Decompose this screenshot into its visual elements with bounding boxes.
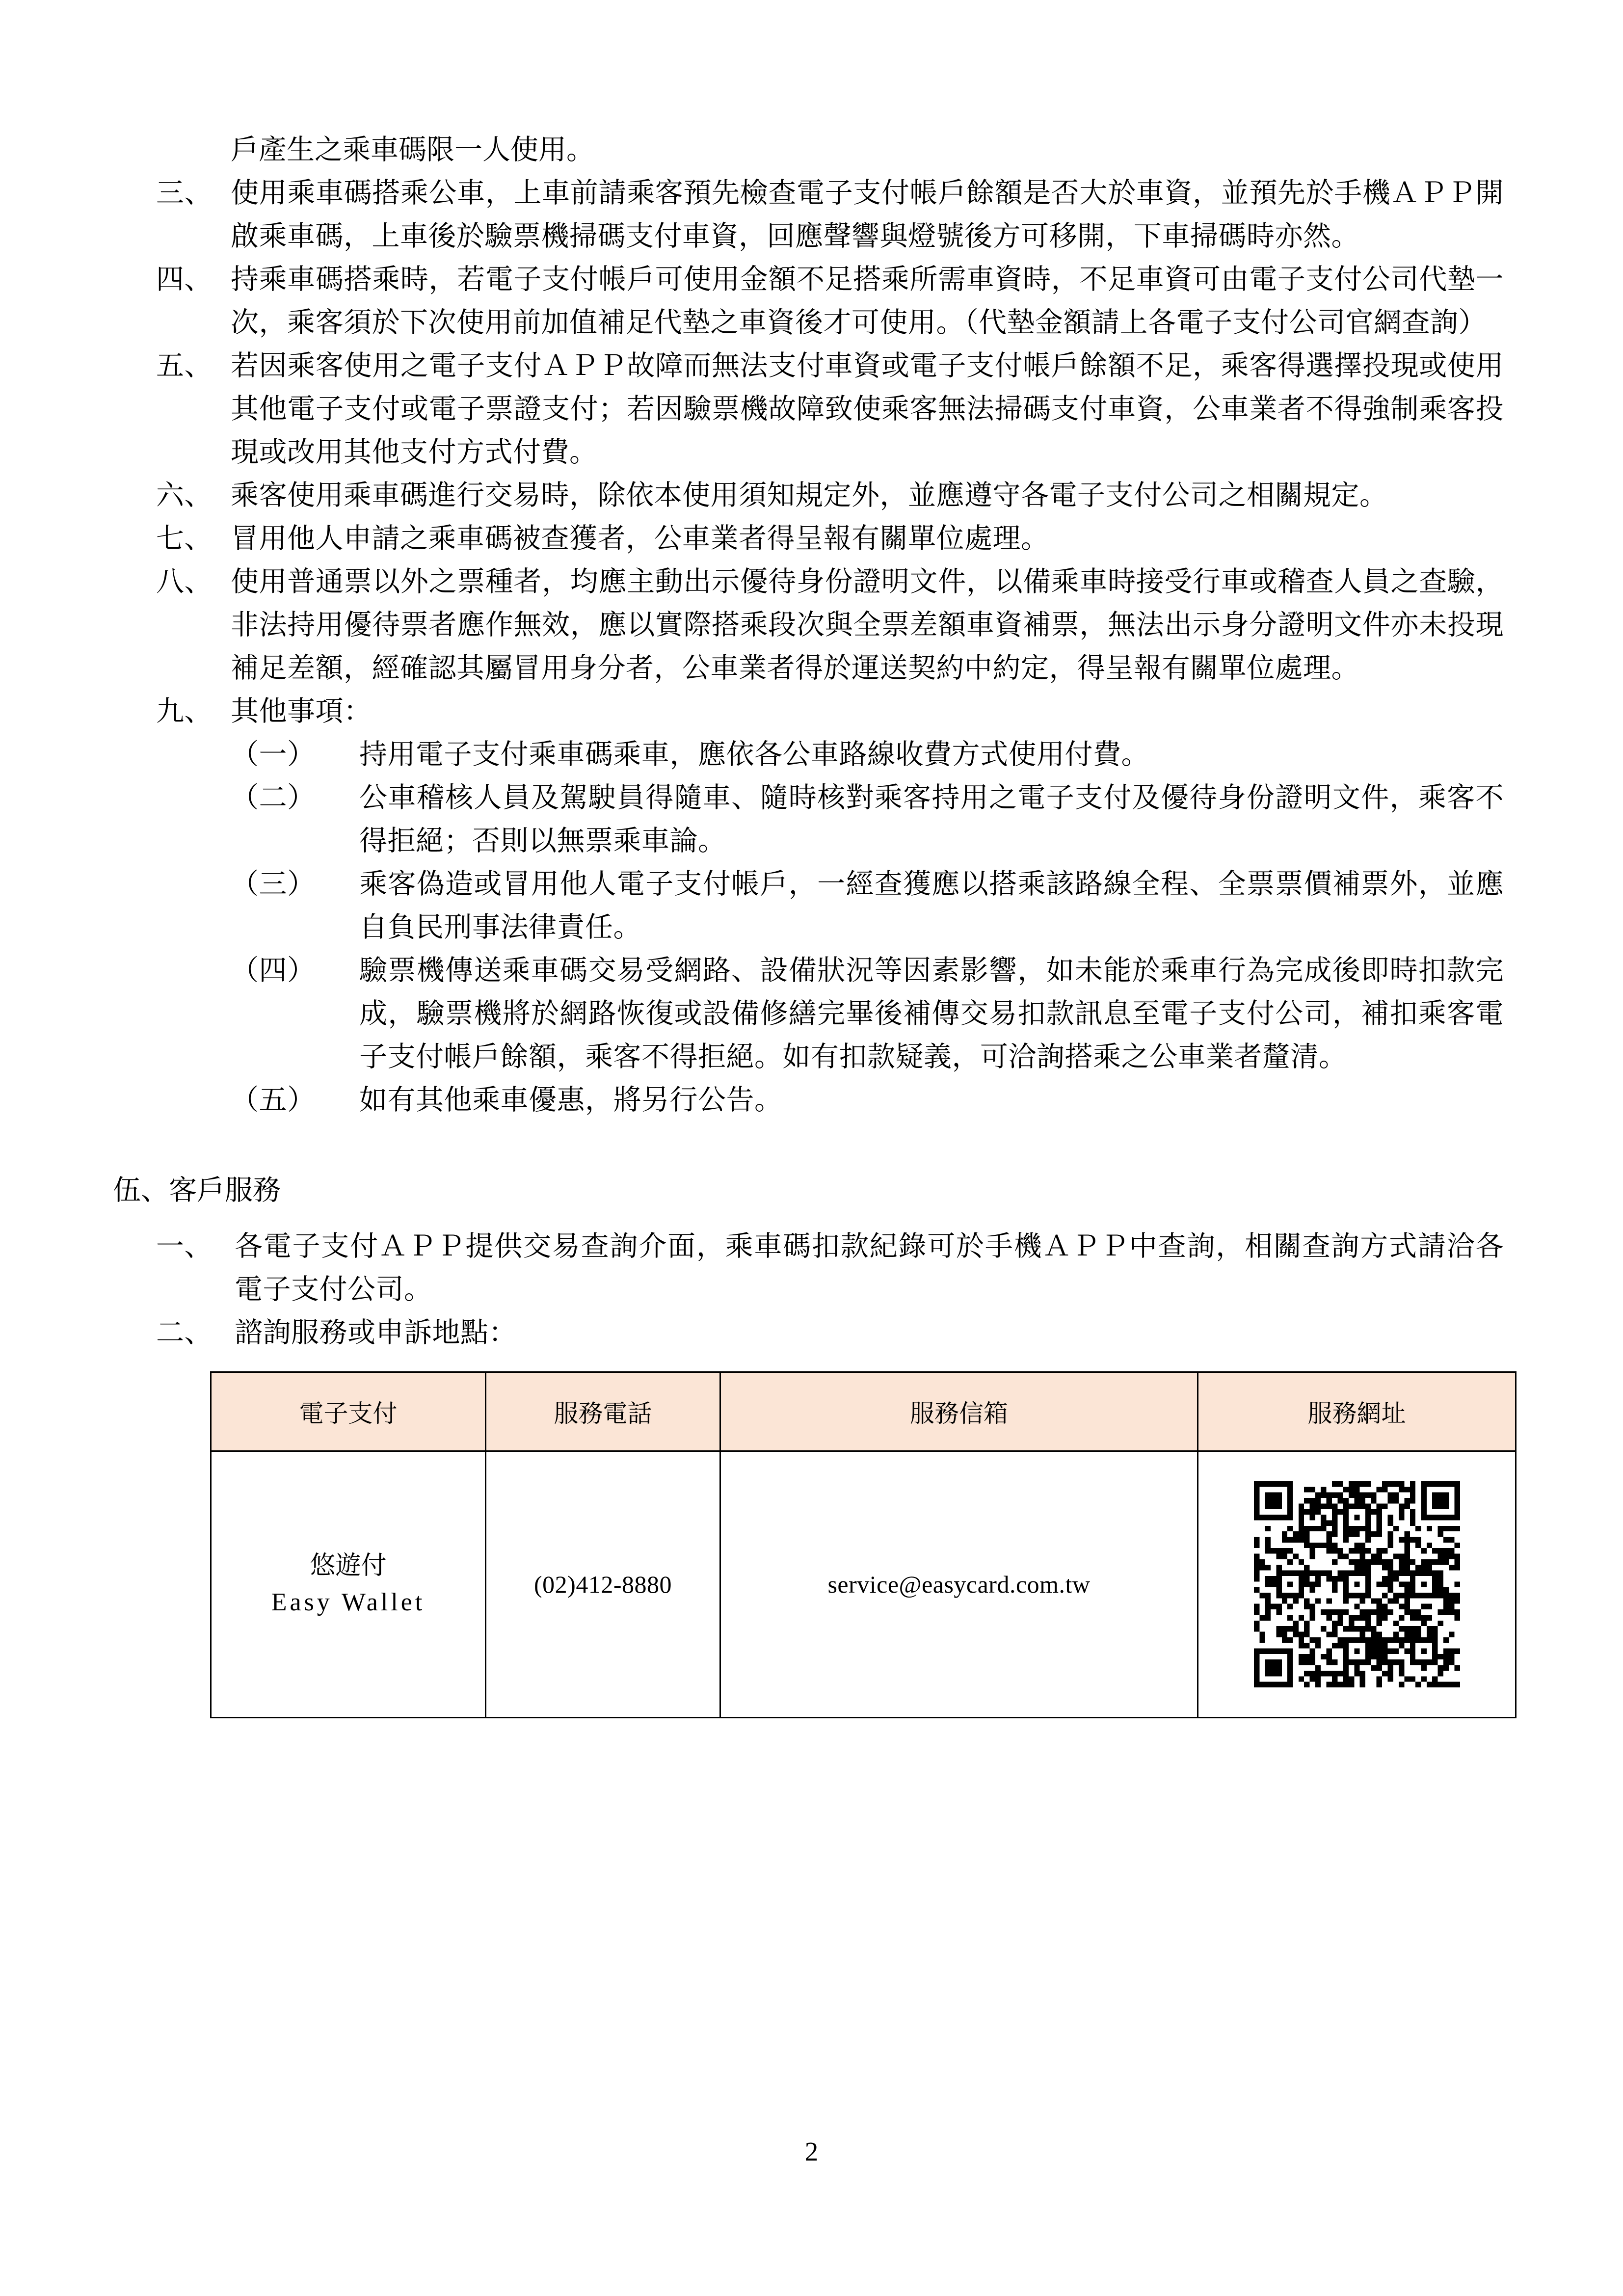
list-text: 持乘車碼搭乘時，若電子支付帳戶可使用金額不足搭乘所需車資時，不足車資可由電子支付公司代墊一次，乘客須於下次使用前加值補足代墊之車資後才可使用。（代墊金額請上各電子支付公司官網查詢）: [231, 264, 1504, 338]
column-header-phone: 服務電話: [486, 1372, 720, 1451]
payment-name-en: Easy Wallet: [271, 1588, 426, 1616]
sub-list-item-5: [231, 1079, 1504, 1122]
sub-list-text: 驗票機傳送乘車碼交易受網路、設備狀況等因素影響，如未能於乘車行為完成後即時扣款完成，驗票機將於網路恢復或設備修繕完畢後補傳交易扣款訊息至電子支付公司，補扣乘客電子支付帳戶餘額，乘客不得拒絕。如有扣款疑義，可洽詢搭乘之公車業者釐清。: [359, 955, 1504, 1072]
sub-list-marker: （五）: [231, 1085, 316, 1116]
sub-list-item-1: [231, 733, 1504, 776]
sub-list-text: 公車稽核人員及駕駛員得隨車、隨時核對乘客持用之電子支付及優待身份證明文件，乘客不得拒絕；否則以無票乘車論。: [359, 782, 1504, 856]
service-item-1: [156, 1225, 1504, 1311]
sub-list-text: 乘客偽造或冒用他人電子支付帳戶，一經查獲應以搭乘該路線全程、全票票價補票外，並應自負民刑事法律責任。: [359, 869, 1504, 943]
sub-list-marker: （一）: [231, 739, 316, 770]
contact-table-wrapper: [210, 1371, 1509, 1718]
list-text: 乘客使用乘車碼進行交易時，除依本使用須知規定外，並應遵守各電子支付公司之相關規定。: [231, 480, 1388, 511]
list-item-4: [156, 258, 1504, 345]
cell-service-phone: (02)412-8880: [486, 1451, 720, 1718]
sub-list-marker: （四）: [231, 955, 316, 986]
section-heading-customer-service: 伍、客戶服務: [113, 1175, 281, 1206]
list-text: 冒用他人申請之乘車碼被查獲者，公車業者得呈報有關單位處理。: [231, 523, 1049, 554]
contact-table-head: [211, 1372, 1516, 1451]
sub-list-item-3: [231, 863, 1504, 949]
service-text: 各電子支付ＡＰＰ提供交易查詢介面，乘車碼扣款紀錄可於手機ＡＰＰ中查詢，相關查詢方式請洽各電子支付公司。: [235, 1231, 1504, 1305]
list-text: 使用普通票以外之票種者，均應主動出示優待身份證明文件，以備乘車時接受行車或稽查人員之查驗，非法持用優待票者應作無效，應以實際搭乘段次與全票差額車資補票，無法出示身分證明文件亦未投現補足差額，經確認其屬冒用身分者，公車業者得於運送契約中約定，得呈報有關單位處理。: [231, 566, 1504, 684]
list-marker: 九、: [156, 696, 213, 727]
sub-list-item-2: [231, 776, 1504, 863]
heading-spacer: [0, 1212, 1623, 1225]
list-item-3: [156, 172, 1504, 258]
column-header-payment: 電子支付: [211, 1372, 486, 1451]
list-marker: 七、: [156, 523, 213, 554]
service-text: 諮詢服務或申訴地點：: [235, 1317, 517, 1348]
list-marker: 六、: [156, 480, 213, 511]
column-header-email: 服務信箱: [720, 1372, 1198, 1451]
list-item-9: [156, 690, 1504, 733]
column-header-website: 服務網址: [1198, 1372, 1516, 1451]
cell-service-email: service@easycard.com.tw: [720, 1451, 1198, 1718]
list-marker: 三、: [156, 178, 213, 209]
list-marker: 八、: [156, 566, 213, 597]
qr-code-container: [1198, 1481, 1515, 1687]
continued-paragraph: 戶產生之乘車碼限一人使用。: [231, 134, 594, 165]
page-number: 2: [804, 2136, 819, 2166]
qr-code-icon: [1254, 1481, 1460, 1687]
sub-list-marker: （三）: [231, 869, 316, 900]
list-text: 使用乘車碼搭乘公車，上車前請乘客預先檢查電子支付帳戶餘額是否大於車資，並預先於手機ＡＰＰ開啟乘車碼，上車後於驗票機掃碼支付車資，回應聲響與燈號後方可移開，下車掃碼時亦然。: [231, 178, 1504, 252]
list-item-7: [156, 517, 1504, 561]
sub-list-item-4: [231, 949, 1504, 1079]
list-marker: 五、: [156, 350, 213, 381]
list-item-8: [156, 561, 1504, 690]
list-text: 若因乘客使用之電子支付ＡＰＰ故障而無法支付車資或電子支付帳戶餘額不足，乘客得選擇投現或使用其他電子支付或電子票證支付；若因驗票機故障致使乘客無法掃碼支付車資，公車業者不得強制乘客投現或改用其他支付方式付費。: [231, 350, 1504, 468]
service-marker: 一、: [156, 1231, 213, 1262]
contact-table: [210, 1371, 1517, 1718]
list-item-6: [156, 474, 1504, 517]
table-header-row: [211, 1372, 1516, 1451]
sub-list-text: 持用電子支付乘車碼乘車，應依各公車路線收費方式使用付費。: [359, 739, 1149, 770]
list-item-5: [156, 345, 1504, 474]
contact-table-body: [211, 1451, 1516, 1718]
sub-list-marker: （二）: [231, 782, 316, 813]
cell-service-website: [1198, 1451, 1516, 1718]
payment-name-zh: 悠遊付: [310, 1552, 387, 1580]
service-marker: 二、: [156, 1317, 213, 1348]
cell-payment-provider: [211, 1451, 486, 1718]
list-marker: 四、: [156, 264, 213, 295]
section-spacer: [0, 1122, 1623, 1169]
list-text: 其他事項：: [231, 696, 372, 727]
table-row: [211, 1451, 1516, 1718]
sub-list-text: 如有其他乘車優惠，將另行公告。: [359, 1085, 783, 1116]
service-item-2: [156, 1311, 1504, 1355]
